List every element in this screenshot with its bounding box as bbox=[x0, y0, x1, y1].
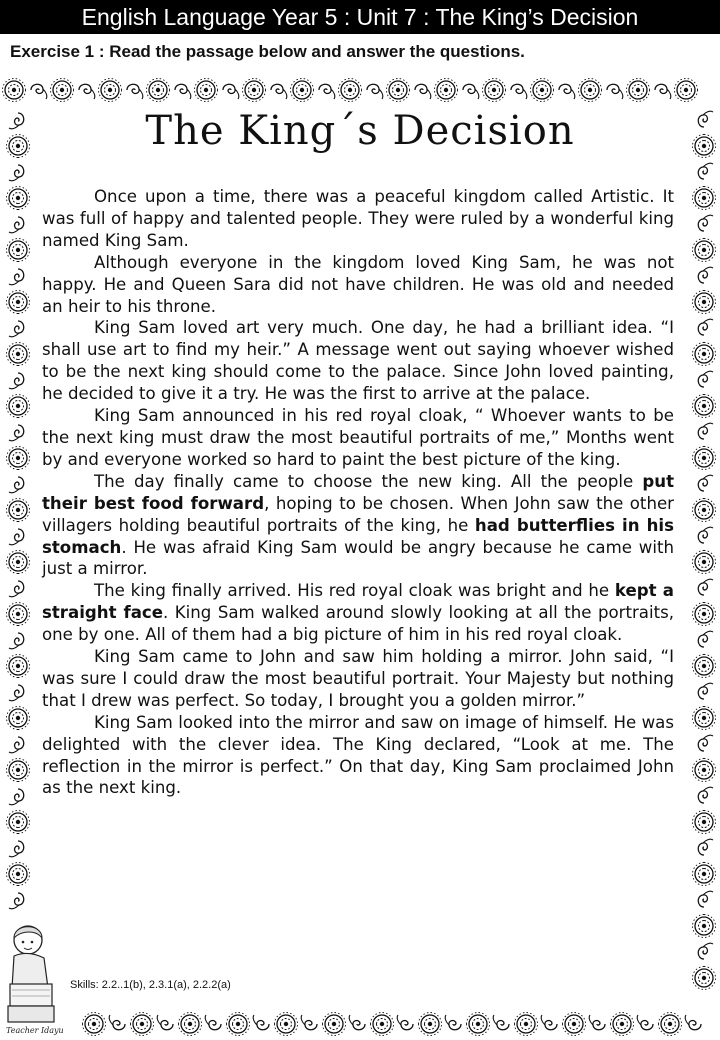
logo-signature: Teacher Idayu bbox=[6, 1026, 64, 1035]
border-flower-icon bbox=[693, 447, 716, 470]
border-flower-icon bbox=[7, 395, 30, 418]
border-swirl-icon bbox=[175, 84, 191, 99]
border-flower-icon bbox=[467, 1013, 490, 1036]
border-flower-icon bbox=[243, 79, 266, 102]
story-paragraph bbox=[42, 252, 674, 318]
border-flower-icon bbox=[387, 79, 410, 102]
border-swirl-icon bbox=[445, 1015, 461, 1030]
border-swirl-icon bbox=[79, 84, 95, 99]
border-swirl-icon bbox=[205, 1015, 221, 1030]
border-swirl-icon bbox=[698, 891, 713, 907]
border-flower-icon bbox=[7, 499, 30, 522]
border-flower-icon bbox=[371, 1013, 394, 1036]
paragraph-text: Once upon a time, there was a peaceful kingdom called Artistic. It was full of happy and talented people. They were ruled by a wonderful king named King Sam. bbox=[42, 187, 674, 250]
border-flower-icon bbox=[531, 79, 554, 102]
border-swirl-icon bbox=[698, 215, 713, 231]
border-flower-icon bbox=[693, 551, 716, 574]
border-swirl-icon bbox=[127, 84, 143, 99]
paragraph-text: King Sam came to John and saw him holding a mirror. John said, “I was sure I could draw the most beautiful portrait. Your Majesty but nothing that I drew was perfect. So today, I brought you a golden mirror.” bbox=[42, 647, 674, 710]
exercise-instruction: Exercise 1 : Read the passage below and answer the questions. bbox=[10, 42, 525, 61]
border-flower-icon bbox=[7, 187, 30, 210]
border-swirl-icon bbox=[9, 685, 24, 701]
border-flower-icon bbox=[693, 707, 716, 730]
idiom-phrase: put their best food forward bbox=[42, 471, 674, 513]
border-flower-icon bbox=[7, 655, 30, 678]
border-flower-icon bbox=[693, 863, 716, 886]
border-swirl-icon bbox=[9, 477, 24, 493]
border-swirl-icon bbox=[698, 163, 713, 179]
border-flower-icon bbox=[195, 79, 218, 102]
border-flower-icon bbox=[693, 655, 716, 678]
story-paragraph bbox=[42, 646, 674, 712]
border-swirl-icon bbox=[698, 683, 713, 699]
border-swirl-icon bbox=[9, 737, 24, 753]
border-swirl-icon bbox=[9, 529, 24, 545]
border-flower-icon bbox=[693, 395, 716, 418]
border-swirl-icon bbox=[607, 84, 623, 99]
border-flower-icon bbox=[659, 1013, 682, 1036]
border-swirl-icon bbox=[367, 84, 383, 99]
story-paragraph bbox=[42, 405, 674, 471]
border-flower-icon bbox=[7, 603, 30, 626]
border-swirl-icon bbox=[9, 841, 24, 857]
border-swirl-icon bbox=[698, 631, 713, 647]
border-swirl-icon bbox=[9, 893, 24, 909]
border-flower-icon bbox=[7, 551, 30, 574]
story-passage bbox=[42, 186, 674, 799]
story-paragraph bbox=[42, 471, 674, 581]
border-swirl-icon bbox=[157, 1015, 173, 1030]
border-swirl-icon bbox=[698, 371, 713, 387]
border-swirl-icon bbox=[698, 423, 713, 439]
border-swirl-icon bbox=[698, 319, 713, 335]
border-flower-icon bbox=[563, 1013, 586, 1036]
border-swirl-icon bbox=[655, 84, 671, 99]
border-flower-icon bbox=[147, 79, 170, 102]
border-swirl-icon bbox=[31, 84, 47, 99]
border-flower-icon bbox=[7, 759, 30, 782]
border-swirl-icon bbox=[493, 1015, 509, 1030]
border-swirl-icon bbox=[698, 579, 713, 595]
skills-note: Skills: 2.2..1(b), 2.3.1(a), 2.2.2(a) bbox=[70, 979, 231, 991]
border-flower-icon bbox=[693, 759, 716, 782]
border-flower-icon bbox=[675, 79, 698, 102]
paragraph-text: The king finally arrived. His red royal cloak was bright and he bbox=[94, 581, 615, 601]
border-swirl-icon bbox=[463, 84, 479, 99]
border-flower-icon bbox=[693, 187, 716, 210]
border-swirl-icon bbox=[9, 633, 24, 649]
border-flower-icon bbox=[7, 863, 30, 886]
border-flower-icon bbox=[323, 1013, 346, 1036]
border-swirl-icon bbox=[397, 1015, 413, 1030]
border-flower-icon bbox=[131, 1013, 154, 1036]
border-flower-icon bbox=[693, 499, 716, 522]
border-swirl-icon bbox=[698, 527, 713, 543]
idiom-phrase: kept a straight face bbox=[42, 581, 674, 623]
border-swirl-icon bbox=[415, 84, 431, 99]
border-flower-icon bbox=[7, 811, 30, 834]
paragraph-text: . He was afraid King Sam would be angry because he came with just a mirror. bbox=[42, 537, 674, 579]
border-flower-icon bbox=[99, 79, 122, 102]
border-flower-icon bbox=[7, 239, 30, 262]
border-flower-icon bbox=[227, 1013, 250, 1036]
border-flower-icon bbox=[7, 291, 30, 314]
story-paragraph bbox=[42, 186, 674, 252]
border-swirl-icon bbox=[698, 735, 713, 751]
border-swirl-icon bbox=[511, 84, 527, 99]
story-paragraph bbox=[42, 712, 674, 800]
border-swirl-icon bbox=[9, 217, 24, 233]
border-flower-icon bbox=[693, 811, 716, 834]
border-flower-icon bbox=[693, 239, 716, 262]
border-swirl-icon bbox=[698, 943, 713, 959]
border-swirl-icon bbox=[109, 1015, 125, 1030]
border-flower-icon bbox=[179, 1013, 202, 1036]
story-paragraph bbox=[42, 580, 674, 646]
border-flower-icon bbox=[291, 79, 314, 102]
border-swirl-icon bbox=[685, 1015, 701, 1030]
border-swirl-icon bbox=[698, 267, 713, 283]
border-swirl-icon bbox=[271, 84, 287, 99]
paragraph-text: King Sam looked into the mirror and saw on image of himself. He was delighted with the clever idea. The King declared, “Look at me. The reflection in the mirror is perfect.” On that day, King Sam proclaimed John as the next king. bbox=[42, 712, 674, 798]
border-swirl-icon bbox=[9, 321, 24, 337]
story-paragraph bbox=[42, 317, 674, 405]
border-flower-icon bbox=[693, 967, 716, 990]
story-title: The King´s Decision bbox=[145, 108, 575, 154]
border-flower-icon bbox=[515, 1013, 538, 1036]
border-swirl-icon bbox=[301, 1015, 317, 1030]
border-swirl-icon bbox=[319, 84, 335, 99]
border-flower-icon bbox=[419, 1013, 442, 1036]
border-swirl-icon bbox=[253, 1015, 269, 1030]
border-swirl-icon bbox=[698, 839, 713, 855]
border-flower-icon bbox=[7, 343, 30, 366]
border-flower-icon bbox=[693, 291, 716, 314]
paragraph-text: . King Sam walked around slowly looking at all the portraits, one by one. All of them had a big picture of him in his red royal cloak. bbox=[42, 603, 674, 645]
border-swirl-icon bbox=[698, 787, 713, 803]
border-flower-icon bbox=[83, 1013, 106, 1036]
border-swirl-icon bbox=[541, 1015, 557, 1030]
border-swirl-icon bbox=[559, 84, 575, 99]
border-flower-icon bbox=[693, 915, 716, 938]
paragraph-text: , hoping to be chosen. When John saw the other villagers holding beautiful portraits of the king, he bbox=[42, 493, 674, 535]
border-flower-icon bbox=[7, 447, 30, 470]
border-swirl-icon bbox=[9, 165, 24, 181]
border-swirl-icon bbox=[9, 581, 24, 597]
border-flower-icon bbox=[693, 343, 716, 366]
border-swirl-icon bbox=[9, 425, 24, 441]
paragraph-text: Although everyone in the kingdom loved King Sam, he was not happy. He and Queen Sara did not have children. He was old and needed an heir to his throne. bbox=[42, 252, 674, 316]
paragraph-text: King Sam loved art very much. One day, he had a brilliant idea. “I shall use art to find my heir.” A message went out saying whoever wished to be the next king should come to the palace. Since John loved painting, he decided to give it a try. He was the first to arrive at the palace. bbox=[42, 318, 674, 404]
paragraph-text: The day finally came to choose the new king. All the people bbox=[94, 471, 643, 491]
border-swirl-icon bbox=[637, 1015, 653, 1030]
border-flower-icon bbox=[579, 79, 602, 102]
border-flower-icon bbox=[3, 79, 26, 102]
border-swirl-icon bbox=[349, 1015, 365, 1030]
border-swirl-icon bbox=[9, 269, 24, 285]
border-flower-icon bbox=[483, 79, 506, 102]
paragraph-text: King Sam announced in his red royal cloak, “ Whoever wants to be the next king must draw the most beautiful portraits of me,” Months went by and everyone worked so hard to paint the best picture of the king. bbox=[42, 406, 674, 469]
border-swirl-icon bbox=[223, 84, 239, 99]
reading-child-logo-icon bbox=[4, 918, 66, 1036]
border-flower-icon bbox=[627, 79, 650, 102]
border-flower-icon bbox=[339, 79, 362, 102]
border-flower-icon bbox=[51, 79, 74, 102]
border-swirl-icon bbox=[9, 789, 24, 805]
header-title: English Language Year 5 : Unit 7 : The King’s Decision bbox=[0, 0, 720, 34]
border-flower-icon bbox=[435, 79, 458, 102]
border-flower-icon bbox=[611, 1013, 634, 1036]
border-swirl-icon bbox=[589, 1015, 605, 1030]
idiom-phrase: had butterflies in his stomach bbox=[42, 515, 674, 557]
border-swirl-icon bbox=[9, 373, 24, 389]
border-flower-icon bbox=[275, 1013, 298, 1036]
border-flower-icon bbox=[693, 603, 716, 626]
border-flower-icon bbox=[7, 707, 30, 730]
border-swirl-icon bbox=[698, 475, 713, 491]
